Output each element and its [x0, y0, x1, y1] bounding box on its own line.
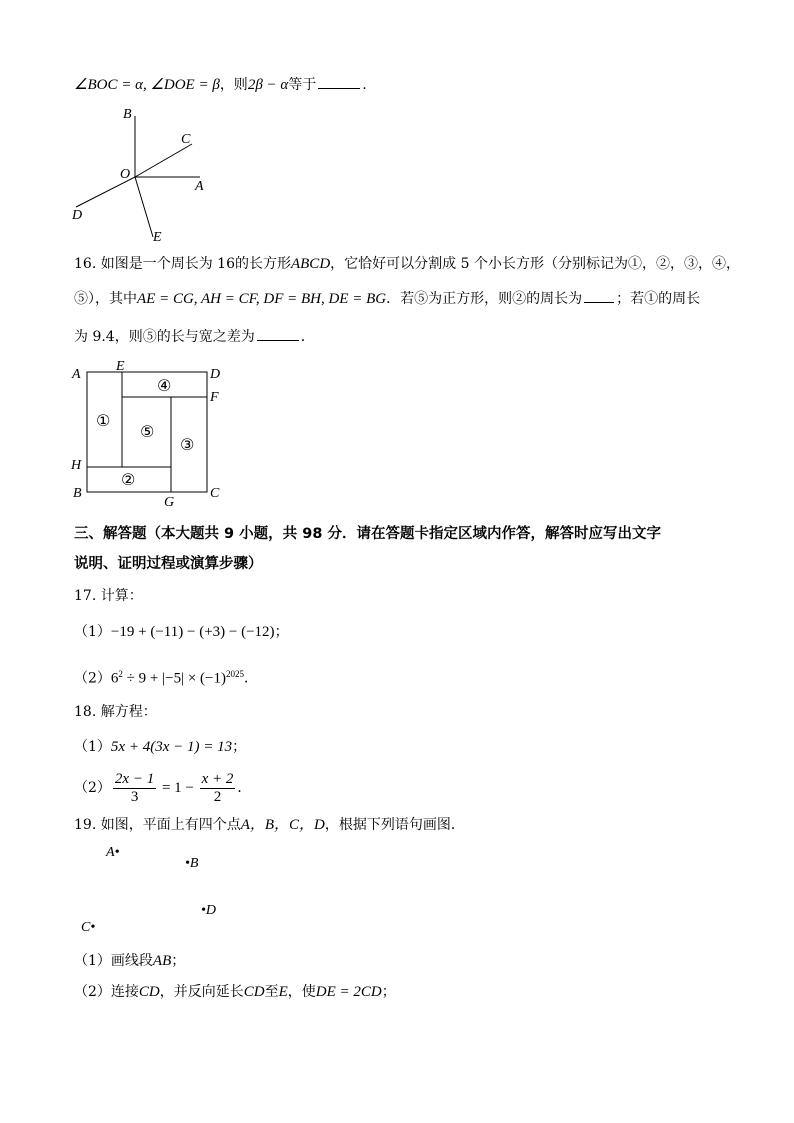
- q16-text3b: ．: [300, 329, 315, 345]
- q18-p2-tail: ．: [237, 780, 252, 796]
- q17-p1-tail: ；: [274, 624, 289, 640]
- point-B: •B: [185, 856, 199, 871]
- label-D: D: [210, 367, 221, 382]
- q16-text3a: 为 9.4，则⑤的长与宽之差为: [74, 329, 255, 345]
- q15-line: [74, 74, 367, 95]
- q17-p1-label: （1）: [74, 624, 111, 640]
- q18-title: 18. 解方程：: [74, 704, 157, 720]
- point-A: A•: [106, 845, 120, 860]
- q15-answer-blank[interactable]: [318, 74, 360, 89]
- q18-numerator-1: 2x − 1: [114, 770, 155, 787]
- q17-p2-expression: ÷ 9 + |−5| × (−1): [122, 670, 226, 687]
- label-A: A: [72, 367, 81, 382]
- q19-p2-label: （2）连接: [74, 984, 139, 1000]
- label-E: E: [116, 359, 125, 374]
- label-B: B: [123, 107, 132, 122]
- q19-p1-label: （1）画线段: [74, 953, 153, 969]
- section3-heading-2: 说明、证明过程或演算步骤）: [74, 556, 263, 572]
- q16-figure: [64, 356, 234, 512]
- q17-p1-expression: −19 + (−11) − (+3) − (−12): [110, 624, 275, 640]
- q16-answer-blank-1[interactable]: [584, 288, 614, 303]
- q19-p1-tail: ；: [171, 953, 186, 969]
- q18-part2: [74, 768, 251, 808]
- q18-fraction-2: [200, 771, 236, 806]
- region-1: ①: [96, 411, 111, 430]
- q19-p2-cd2: CD: [243, 984, 265, 1000]
- label-E: E: [153, 230, 162, 245]
- q18-fraction-1: [113, 771, 156, 806]
- q15-figure: [64, 100, 224, 250]
- q19-part2: [74, 982, 396, 1002]
- label-C: C: [181, 132, 191, 147]
- q16-rect-name: ABCD: [290, 256, 331, 272]
- region-2: ②: [121, 470, 136, 489]
- q19-p2-cd: CD: [138, 984, 160, 1000]
- ray-OE: [135, 177, 153, 237]
- q18-p2-middle: = 1 −: [158, 780, 198, 796]
- q17-p2-exponent-2025: 2025: [226, 669, 244, 679]
- q19-part1: [74, 951, 185, 971]
- q16-text2a: ⑤），其中: [74, 291, 137, 307]
- q16-conditions: AE = CG, AH = CF, DF = BH, DE = BG: [137, 291, 387, 307]
- q18-p1-expression: 5x + 4(3x − 1) = 13: [110, 739, 233, 755]
- ray-OC: [135, 144, 192, 177]
- q19-text-b: ，根据下列语句画图．: [324, 817, 465, 833]
- label-F: F: [210, 390, 219, 405]
- q19-p2-tail: ；: [381, 984, 396, 1000]
- label-H: H: [71, 458, 82, 473]
- q15-text: ，则: [219, 77, 248, 93]
- q18-numerator-2: x + 2: [201, 770, 234, 787]
- q18-denominator-1: 3: [130, 788, 139, 805]
- q18-p2-label: （2）: [74, 780, 111, 796]
- label-O: O: [120, 167, 131, 182]
- q18-p1-tail: ；: [232, 739, 247, 755]
- q17-part2: [74, 664, 258, 689]
- q16-line3: [74, 326, 315, 347]
- q16-text1: 16. 如图是一个周长为 16的长方形: [74, 256, 291, 272]
- q15-tail: .: [362, 77, 367, 93]
- q16-text2b: ．若⑤为正方形，则②的周长为: [386, 291, 583, 307]
- q18-p1-label: （1）: [74, 739, 111, 755]
- q17-p2-tail: ．: [244, 670, 258, 687]
- q19-title: [74, 815, 465, 835]
- q17-part1: [74, 622, 289, 642]
- q19-p2-e: E: [278, 984, 288, 1000]
- q19-p1-segment: AB: [152, 953, 172, 969]
- point-D: •D: [201, 903, 217, 918]
- q16-text2c: ；若①的周长: [616, 291, 701, 307]
- q15-expression: 2β − α: [247, 77, 289, 93]
- label-A: A: [195, 179, 204, 194]
- region-5: ⑤: [140, 422, 155, 441]
- q19-p2-to: 至: [264, 984, 279, 1000]
- q16-text1b: ，它恰好可以分割成 5 个小长方形（分别标记为①，②，③，④，: [330, 256, 740, 272]
- label-G: G: [164, 495, 175, 510]
- point-C: C•: [81, 920, 96, 935]
- q18-denominator-2: 2: [213, 788, 222, 805]
- region-3: ③: [180, 435, 195, 454]
- region-4: ④: [157, 376, 172, 395]
- q18-part1: [74, 737, 246, 757]
- q17-p2-base: 6: [110, 670, 119, 687]
- q17-p2-label: （2）: [74, 670, 111, 687]
- q19-text-a: 19. 如图，平面上有四个点: [74, 817, 241, 833]
- label-B: B: [73, 486, 82, 501]
- q19-p2-make: ，使: [287, 984, 316, 1000]
- q19-p2-middle: ，并反向延长: [159, 984, 244, 1000]
- label-C: C: [210, 486, 220, 501]
- q15-condition: ∠BOC = α, ∠DOE = β: [74, 77, 220, 93]
- q16-line1: [74, 254, 740, 274]
- q17-title: 17. 计算：: [74, 588, 143, 604]
- q15-text-end: 等于: [288, 77, 317, 93]
- q16-line2: [74, 288, 700, 309]
- q17-p2-exponent: 2: [118, 669, 123, 679]
- label-D: D: [72, 208, 83, 223]
- q19-p2-expression: DE = 2CD: [315, 984, 382, 1000]
- q16-answer-blank-2[interactable]: [257, 326, 299, 341]
- section3-heading-1: 三、解答题（本大题共 9 小题，共 98 分．请在答题卡指定区域内作答，解答时应写出文字: [74, 526, 661, 542]
- q19-points: A，B，C，D: [240, 817, 325, 833]
